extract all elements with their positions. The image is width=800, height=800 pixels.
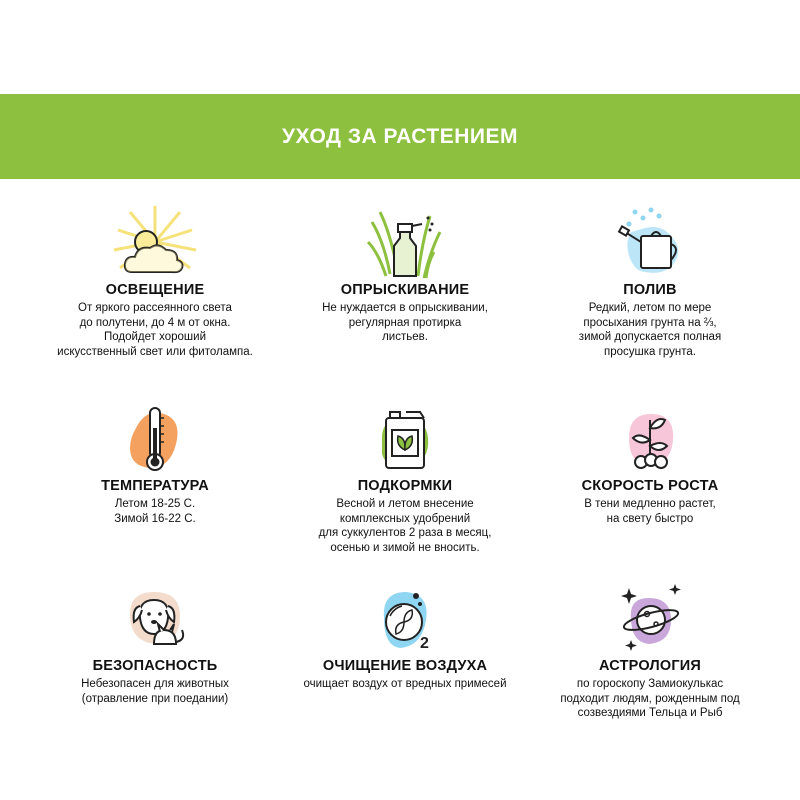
care-card-temperature — [25, 398, 285, 526]
care-card-safety — [25, 578, 285, 706]
care-card-spraying — [275, 202, 535, 345]
card-title: ПОЛИВ — [623, 282, 677, 298]
card-title: АСТРОЛОГИЯ — [599, 658, 701, 674]
card-description: Не нуждается в опрыскивании, регулярная протирка листьев. — [322, 302, 488, 343]
air-purification-icon — [360, 578, 450, 658]
card-title: ОПРЫСКИВАНИЕ — [340, 282, 470, 298]
care-card-air-purification — [275, 578, 535, 692]
card-title: ТЕМПЕРАТУРА — [101, 478, 209, 494]
card-title: ОЧИЩЕНИЕ ВОЗДУХА — [322, 658, 488, 674]
page-title: УХОД ЗА РАСТЕНИЕМ — [281, 124, 519, 148]
planet-icon — [605, 578, 695, 658]
care-card-lighting — [25, 202, 285, 359]
card-description: От яркого рассеянного света до полутени, до 4 м от окна. Подойдет хороший искусственный свет или фитолампа. — [57, 302, 253, 358]
spray-bottle-icon — [360, 202, 450, 282]
card-description: Редкий, летом по мере просыхания грунта на ⅔, зимой допускается полная просушка грунта. — [578, 302, 722, 358]
care-card-growth-rate — [520, 398, 780, 526]
sun-cloud-icon — [110, 202, 200, 282]
icon-label: 2 — [420, 635, 429, 652]
card-description: В тени медленно растет, на свету быстро — [584, 498, 716, 525]
card-title: БЕЗОПАСНОСТЬ — [92, 658, 218, 674]
dog-cat-icon — [110, 578, 200, 658]
card-title: СКОРОСТЬ РОСТА — [581, 478, 719, 494]
care-card-astrology — [520, 578, 780, 721]
card-description: Небезопасен для животных (отравление при поедании) — [81, 678, 229, 705]
care-card-fertilizing — [275, 398, 535, 555]
card-description: Летом 18-25 С. Зимой 16-22 С. — [114, 498, 196, 525]
watering-can-icon — [605, 202, 695, 282]
card-description: очищает воздух от вредных примесей — [303, 678, 507, 690]
card-description: по гороскопу Замиокулькас подходит людям, рожденным под созвездиями Тельца и Рыб — [560, 678, 740, 719]
card-title: ПОДКОРМКИ — [357, 478, 453, 494]
thermometer-icon — [110, 398, 200, 478]
header-banner — [0, 94, 800, 179]
sprout-icon — [605, 398, 695, 478]
card-description: Весной и летом внесение комплексных удобрений для суккулентов 2 раза в месяц, осенью и зимой не вносить. — [318, 498, 492, 554]
care-card-watering — [520, 202, 780, 359]
card-title: ОСВЕЩЕНИЕ — [105, 282, 205, 298]
fertilizer-canister-icon — [360, 398, 450, 478]
